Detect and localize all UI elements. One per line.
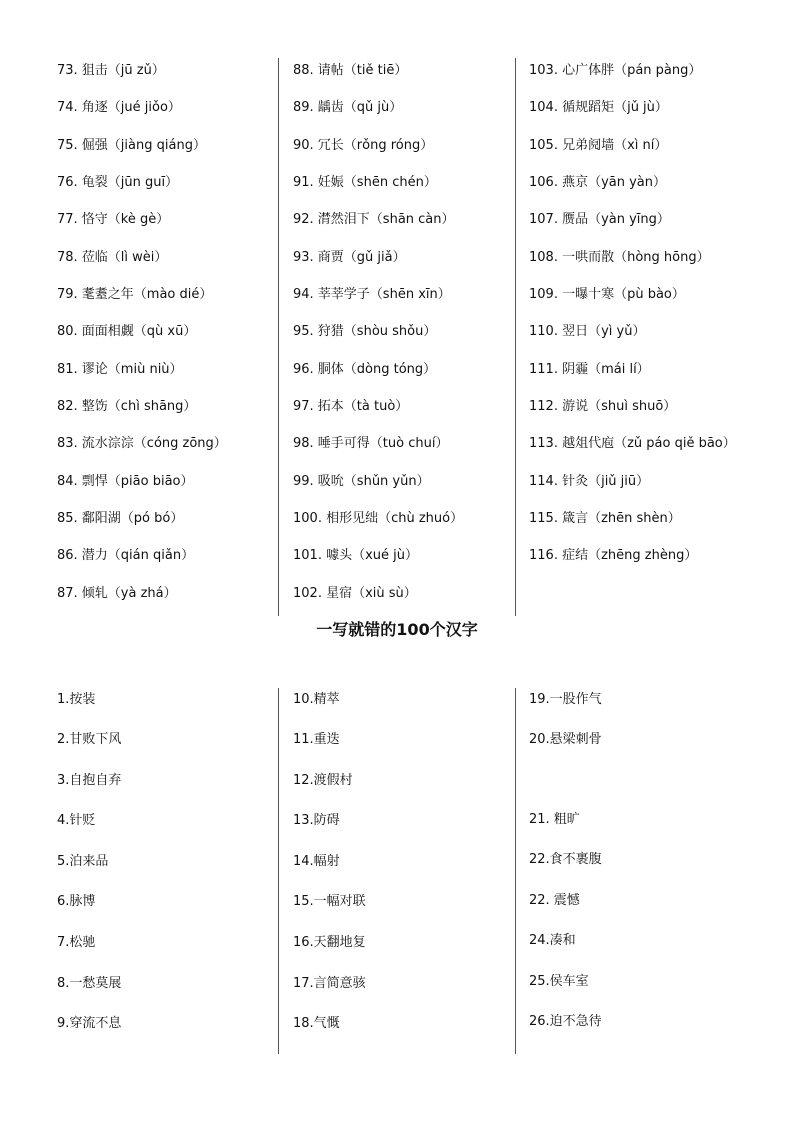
list-item: 6.脉博 xyxy=(57,894,96,909)
list-item: 105. 兄弟阋墙（xì ní） xyxy=(529,138,668,153)
list-item: 19.一股作气 xyxy=(529,692,602,707)
list-item: 88. 请帖（tiě tiē） xyxy=(293,63,408,78)
list-item: 86. 潜力（qián qiǎn） xyxy=(57,548,195,563)
list-item: 81. 谬论（miù niù） xyxy=(57,362,183,377)
list-item: 2.甘败下风 xyxy=(57,732,122,747)
list-item: 20.悬梁刺骨 xyxy=(529,732,602,747)
column-divider-4 xyxy=(515,688,516,1054)
list-item: 101. 噱头（xué jù） xyxy=(293,548,418,563)
list-item: 9.穿流不息 xyxy=(57,1016,122,1031)
list-item: 116. 症结（zhēng zhèng） xyxy=(529,548,698,563)
list-item: 18.气慨 xyxy=(293,1016,340,1031)
list-item: 4.针贬 xyxy=(57,813,96,828)
list-item: 22. 震憾 xyxy=(529,893,580,908)
list-item: 111. 阴霾（mái lí） xyxy=(529,362,650,377)
list-item: 1.按装 xyxy=(57,692,96,707)
list-item: 96. 胴体（dòng tóng） xyxy=(293,362,437,377)
list-item: 25.侯车室 xyxy=(529,974,589,989)
list-item: 77. 恪守（kè gè） xyxy=(57,212,170,227)
list-item: 85. 鄱阳湖（pó bó） xyxy=(57,511,184,526)
list-item: 109. 一曝十寒（pù bào） xyxy=(529,287,685,302)
list-item: 12.渡假村 xyxy=(293,773,353,788)
list-item: 13.防碍 xyxy=(293,813,340,828)
list-item: 99. 吸吮（shǔn yǔn） xyxy=(293,474,430,489)
list-item: 24.凑和 xyxy=(529,933,576,948)
list-item: 93. 商贾（gǔ jiǎ） xyxy=(293,250,406,265)
list-item: 112. 游说（shuì shuō） xyxy=(529,399,677,414)
list-item: 83. 流水淙淙（cóng zōng） xyxy=(57,436,227,451)
list-item: 10.精萃 xyxy=(293,692,340,707)
list-item: 79. 耄耋之年（mào dié） xyxy=(57,287,213,302)
list-item: 89. 龋齿（qǔ jù） xyxy=(293,100,403,115)
list-item: 108. 一哄而散（hòng hōng） xyxy=(529,250,710,265)
list-item: 8.一愁莫展 xyxy=(57,976,122,991)
list-item: 115. 箴言（zhēn shèn） xyxy=(529,511,681,526)
list-item: 15.一幅对联 xyxy=(293,894,366,909)
list-item: 74. 角逐（jué jiǒo） xyxy=(57,100,181,115)
list-item: 110. 翌日（yì yǔ） xyxy=(529,324,646,339)
list-item: 78. 莅临（lì wèi） xyxy=(57,250,168,265)
list-item: 75. 倔强（jiàng qiáng） xyxy=(57,138,206,153)
list-item: 87. 倾轧（yà zhá） xyxy=(57,586,177,601)
list-item: 100. 相形见绌（chù zhuó） xyxy=(293,511,464,526)
list-item: 92. 潸然泪下（shān càn） xyxy=(293,212,455,227)
list-item: 98. 唾手可得（tuò chuí） xyxy=(293,436,449,451)
list-item: 113. 越俎代庖（zǔ páo qiě bāo） xyxy=(529,436,736,451)
list-item: 90. 冗长（rǒng róng） xyxy=(293,138,434,153)
list-item: 114. 针灸（jiǔ jiū） xyxy=(529,474,650,489)
list-item: 22.食不裹腹 xyxy=(529,852,602,867)
list-item: 91. 妊娠（shēn chén） xyxy=(293,175,437,190)
list-item: 82. 整饬（chì shāng） xyxy=(57,399,197,414)
column-divider-1 xyxy=(278,58,279,616)
list-item: 94. 莘莘学子（shēn xīn） xyxy=(293,287,451,302)
list-item: 104. 循规蹈矩（jǔ jù） xyxy=(529,100,668,115)
section-title: 一写就错的100个汉字 xyxy=(316,620,478,639)
list-item: 97. 拓本（tà tuò） xyxy=(293,399,409,414)
column-divider-3 xyxy=(278,688,279,1054)
list-item: 73. 狙击（jū zǔ） xyxy=(57,63,165,78)
list-item: 84. 剽悍（piāo biāo） xyxy=(57,474,194,489)
list-item: 21. 粗旷 xyxy=(529,812,580,827)
list-item: 95. 狩猎（shòu shǒu） xyxy=(293,324,437,339)
list-item: 102. 星宿（xiù sù） xyxy=(293,586,417,601)
list-item: 80. 面面相觑（qù xū） xyxy=(57,324,197,339)
list-item: 3.自抱自弃 xyxy=(57,773,122,788)
list-item: 14.幅射 xyxy=(293,854,340,869)
list-item: 11.重迭 xyxy=(293,732,340,747)
list-item: 106. 燕京（yān yàn） xyxy=(529,175,667,190)
list-item: 16.天翻地复 xyxy=(293,935,366,950)
list-item: 76. 龟裂（jūn guī） xyxy=(57,175,179,190)
list-item: 7.松驰 xyxy=(57,935,96,950)
list-item: 26.迫不急待 xyxy=(529,1014,602,1029)
list-item: 103. 心广体胖（pán pàng） xyxy=(529,63,702,78)
list-item: 5.泊来品 xyxy=(57,854,109,869)
list-item: 107. 赝品（yàn yīng） xyxy=(529,212,670,227)
list-item: 17.言简意骇 xyxy=(293,976,366,991)
column-divider-2 xyxy=(515,58,516,616)
